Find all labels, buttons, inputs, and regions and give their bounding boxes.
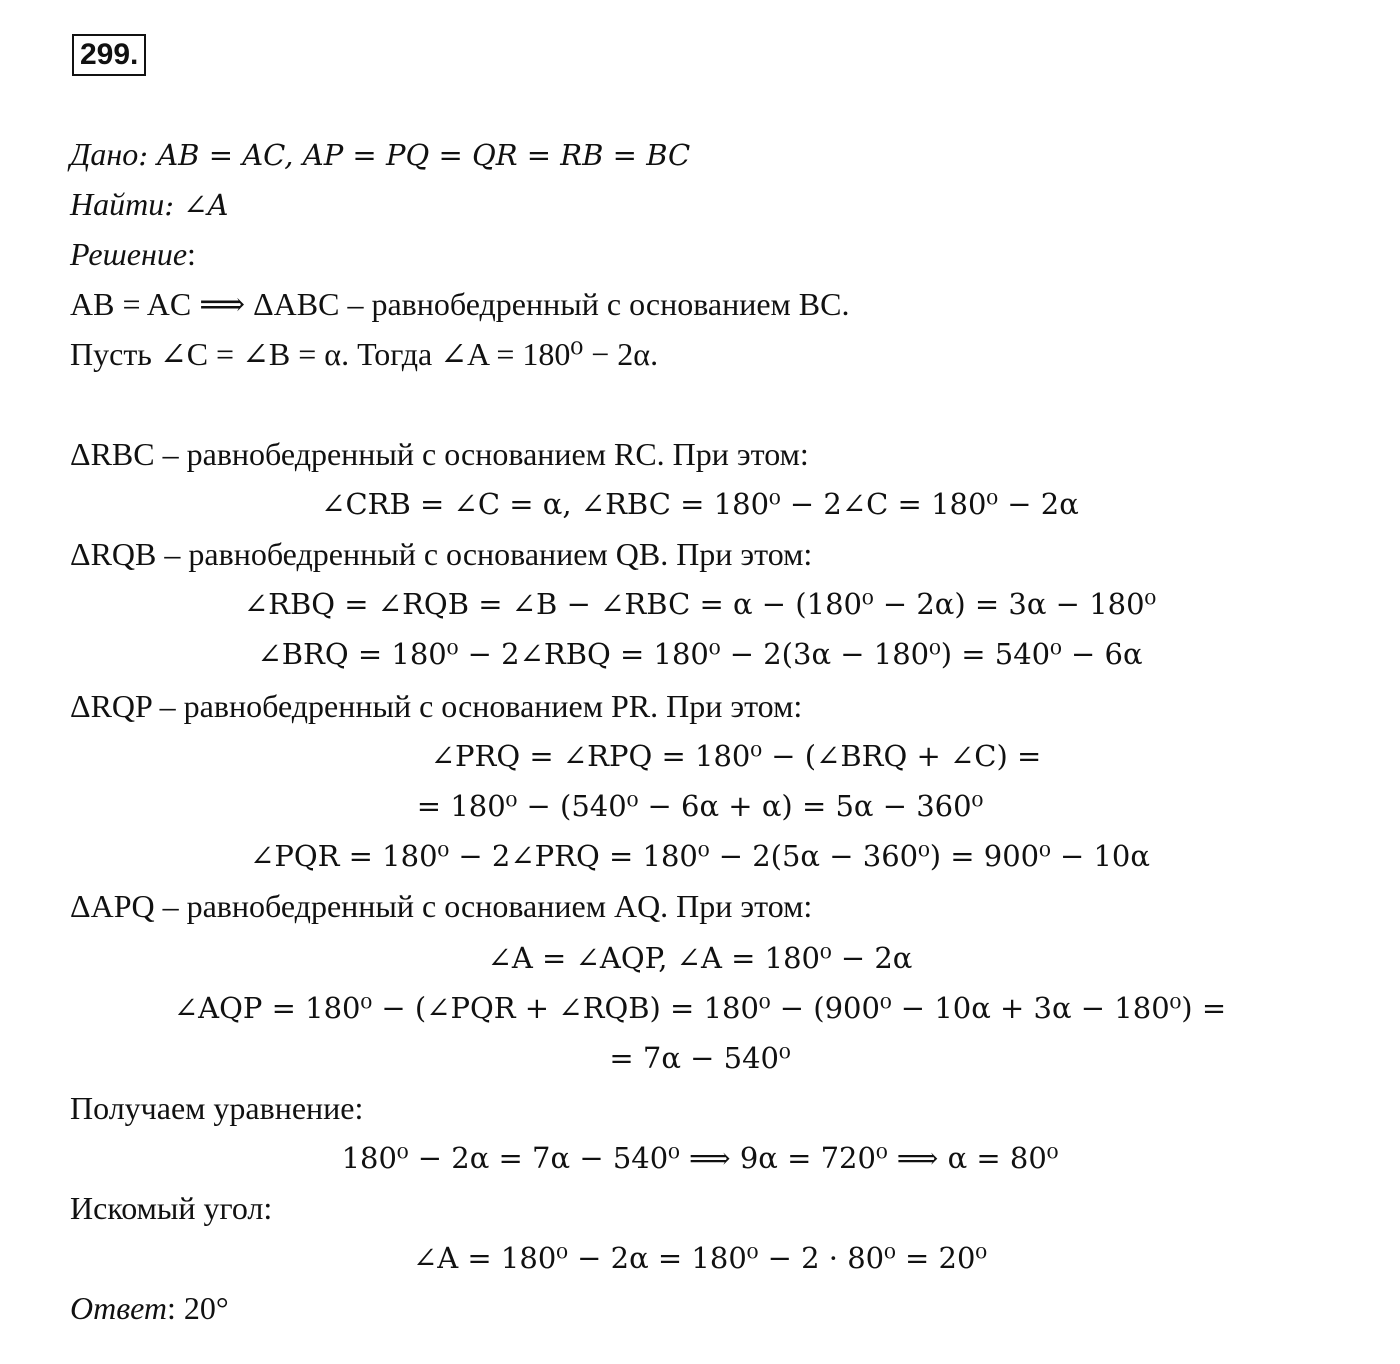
solution-step: Получаем уравнение: <box>70 1090 364 1126</box>
formula-line: ∠AQP = 180⁰ − (∠PQR + ∠RQB) = 180⁰ − (900⁰ − 10α + 3α − 180⁰) = <box>173 991 1227 1025</box>
solution-line <box>70 234 196 274</box>
given-line <box>70 134 690 175</box>
find-label: Найти <box>70 186 165 222</box>
solution-step: Искомый угол: <box>70 1190 273 1226</box>
answer-line <box>70 1288 229 1328</box>
solution-step: ΔRQP – равнобедренный с основанием PR. При этом: <box>70 688 803 724</box>
given-text: : AB = AC, AP = PQ = QR = RB = BC <box>138 138 691 172</box>
formula-line: ∠PRQ = ∠RPQ = 180⁰ − (∠BRQ + ∠C) = <box>430 739 1042 773</box>
answer-label: Ответ <box>70 1290 167 1326</box>
solution-step: ΔAPQ – равнобедренный с основанием AQ. При этом: <box>70 888 813 924</box>
formula-line: ∠A = ∠AQP, ∠A = 180⁰ − 2α <box>487 941 913 975</box>
solution-label: Решение <box>70 236 188 272</box>
formula-line: ∠RBQ = ∠RQB = ∠B − ∠RBC = α − (180⁰ − 2α) = 3α − 180⁰ <box>243 587 1157 621</box>
formula-line: 180⁰ − 2α = 7α − 540⁰ ⟹ 9α = 720⁰ ⟹ α = 80⁰ <box>341 1141 1059 1175</box>
formula-line: = 7α − 540⁰ <box>609 1041 791 1075</box>
solution-colon: : <box>187 236 196 272</box>
find-text: : ∠A <box>164 188 229 222</box>
formula-line: ∠CRB = ∠C = α, ∠RBC = 180⁰ − 2∠C = 180⁰ − 2α <box>321 487 1079 521</box>
solution-step: ΔRQB – равнобедренный с основанием QB. При этом: <box>70 536 813 572</box>
formula-line: ∠A = 180⁰ − 2α = 180⁰ − 2 · 80⁰ = 20⁰ <box>412 1241 988 1275</box>
formula-line: ∠BRQ = 180⁰ − 2∠RBQ = 180⁰ − 2(3α − 180⁰) = 540⁰ − 6α <box>257 637 1143 671</box>
answer-text: : 20° <box>167 1290 229 1326</box>
solution-step: AB = AC ⟹ ΔABC – равнобедренный с основанием BC. <box>70 286 850 322</box>
solution-step: ΔRBC – равнобедренный с основанием RC. При этом: <box>70 436 809 472</box>
formula-line: = 180⁰ − (540⁰ − 6α + α) = 5α − 360⁰ <box>416 789 984 823</box>
formula-line: ∠PQR = 180⁰ − 2∠PRQ = 180⁰ − 2(5α − 360⁰) = 900⁰ − 10α <box>250 839 1150 873</box>
find-line <box>70 184 228 225</box>
problem-number: 299. <box>72 34 146 76</box>
solution-step: Пусть ∠C = ∠B = α. Тогда ∠A = 180⁰ − 2α. <box>70 336 659 372</box>
given-label: Дано <box>70 136 139 172</box>
